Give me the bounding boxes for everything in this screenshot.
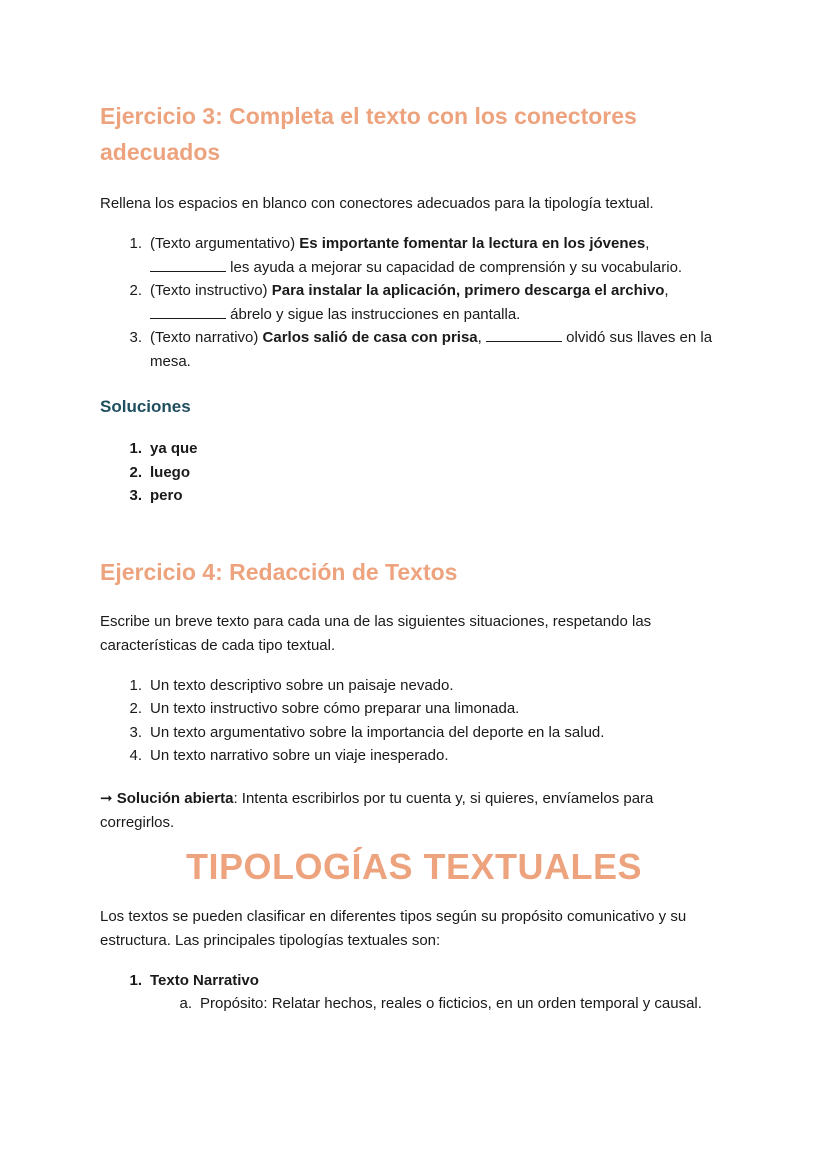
- exercise-3-instruction: Rellena los espacios en blanco con conectores adecuados para la tipología textual.: [100, 195, 654, 212]
- exercise-3-item-2: [100, 279, 730, 326]
- list-item-text: Un texto narrativo sobre un viaje inesperado.: [150, 747, 449, 764]
- list-number: 1.: [129, 235, 142, 252]
- exercise-4-instruction: Escribe un breve texto para cada una de las siguientes situaciones, respetando las características de cada tipo textual.: [100, 612, 652, 654]
- continuation-text: les ayuda a mejorar su capacidad de comprensión y su vocabulario.: [226, 258, 683, 276]
- exercise-3-item-3: [100, 326, 730, 373]
- solutions-heading: Soluciones: [100, 397, 191, 416]
- exercise-3-title-line1: Ejercicio 3: Completa el texto con los conectores: [100, 103, 637, 129]
- text-type: (Texto argumentativo): [150, 235, 296, 252]
- bold-sentence: Para instalar la aplicación, primero descarga el archivo: [271, 282, 665, 299]
- list-item-text: [150, 232, 730, 279]
- punctuation: ,: [477, 329, 486, 346]
- solution-text: ya que: [150, 440, 198, 457]
- list-item-text: [150, 326, 730, 373]
- solution-item-2: [100, 461, 730, 485]
- list-number: 3.: [129, 487, 142, 504]
- open-solution-label: Solución abierta: [116, 789, 234, 807]
- tipologia-sub-item-a: [100, 992, 730, 1016]
- exercise-3-list: [100, 232, 730, 373]
- tipologias-list: [100, 969, 730, 993]
- arrow-icon: ➞: [100, 789, 113, 807]
- exercise-4-title: Ejercicio 4: Redacción de Textos: [100, 558, 458, 585]
- list-item-text: [150, 279, 730, 326]
- list-number: 1.: [129, 676, 142, 694]
- list-number: 2.: [129, 282, 142, 299]
- exercise-4-item-4: [100, 744, 730, 768]
- exercise-3-title-line2: adecuados: [100, 139, 221, 165]
- list-item-text: Un texto descriptivo sobre un paisaje nevado.: [150, 676, 454, 694]
- list-number: 3.: [129, 329, 142, 346]
- list-number: 2.: [129, 700, 142, 717]
- solution-item-1: [100, 437, 730, 461]
- exercise-4-item-1: [100, 674, 730, 698]
- blank-line: [150, 257, 226, 272]
- solution-text: pero: [150, 487, 183, 504]
- section-main-title: TIPOLOGÍAS TEXTUALES: [185, 845, 643, 887]
- list-number: 1.: [129, 440, 142, 457]
- solution-item-3: [100, 484, 730, 508]
- open-solution-note: [100, 787, 730, 835]
- sub-item-text: Propósito: Relatar hechos, reales o ficticios, en un orden temporal y causal.: [200, 995, 702, 1012]
- tipologias-intro: Los textos se pueden clasificar en diferentes tipos según su propósito comunicativo y su estructura. Las principales tipologías textuales son:: [100, 907, 687, 949]
- bold-sentence: Carlos salió de casa con prisa: [262, 329, 478, 346]
- list-item-text: Un texto argumentativo sobre la importancia del deporte en la salud.: [150, 723, 605, 741]
- open-solution-text: : Intenta escribirlos por tu cuenta y, si quieres, envíamelos para corregirlos.: [100, 789, 654, 831]
- tipologia-label: Texto Narrativo: [150, 971, 259, 989]
- solutions-list: [100, 437, 730, 508]
- punctuation: ,: [664, 282, 669, 299]
- list-number: 4.: [129, 747, 142, 764]
- text-type: (Texto instructivo): [150, 282, 268, 299]
- list-item-text: Un texto instructivo sobre cómo preparar una limonada.: [150, 700, 520, 717]
- exercise-4-item-2: [100, 697, 730, 721]
- blank-line: [486, 327, 562, 342]
- list-number: 2.: [129, 463, 142, 481]
- exercise-3-item-1: [100, 232, 730, 279]
- list-number: 3.: [129, 723, 142, 741]
- blank-line: [150, 304, 226, 319]
- continuation-text: olvidó sus llaves en la mesa.: [150, 329, 713, 370]
- solution-text: luego: [150, 463, 190, 481]
- exercise-4-item-3: [100, 721, 730, 745]
- text-type: (Texto narrativo): [150, 329, 259, 346]
- tipologia-item-1: [100, 969, 730, 993]
- document-content: [100, 98, 730, 1016]
- list-number: 1.: [129, 971, 142, 989]
- punctuation: ,: [645, 235, 650, 252]
- sub-list-letter: a.: [179, 995, 192, 1012]
- exercise-4-list: [100, 674, 730, 768]
- exercise-3-title: [100, 98, 730, 170]
- continuation-text: ábrelo y sigue las instrucciones en pantalla.: [226, 305, 521, 323]
- bold-sentence: Es importante fomentar la lectura en los jóvenes: [299, 235, 646, 252]
